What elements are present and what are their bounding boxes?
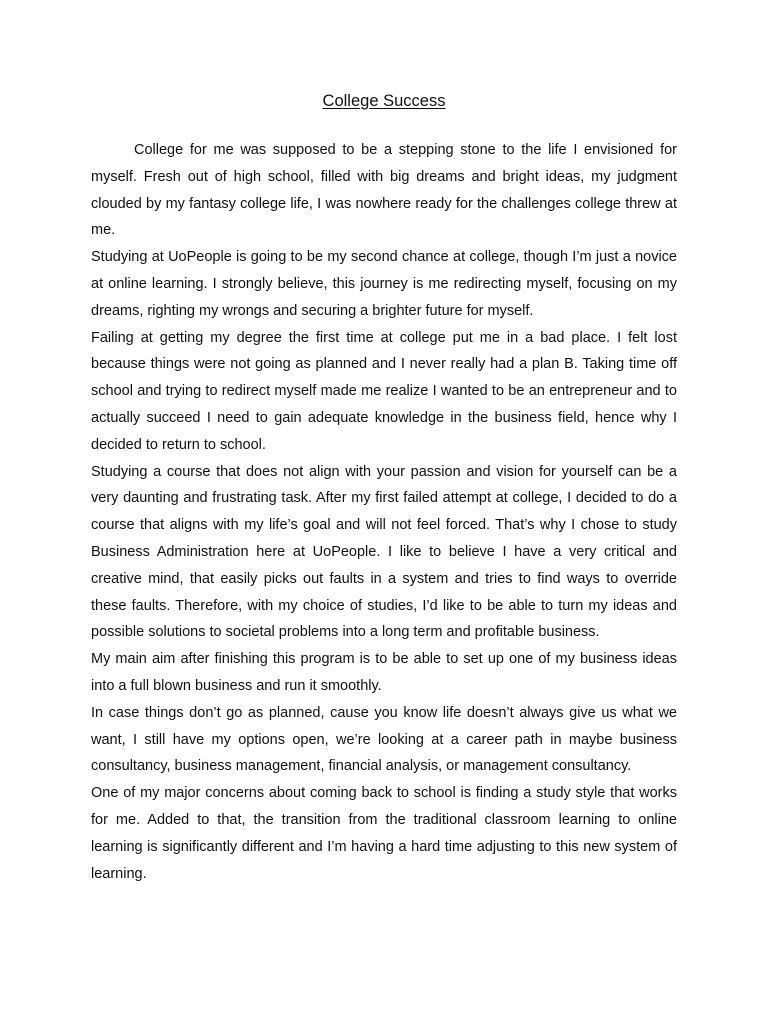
paragraph-4: Studying a course that does not align with your passion and vision for yourself can be a very daunting and frustrating task. After my first failed attempt at college, I decided to do a course that aligns with my life’s goal and will not feel forced. That’s why I chose to study Business Administration here at UoPeople. I like to believe I have a very critical and creative mind, that easily picks out faults in a system and tries to find ways to override these faults. Therefore, with my choice of studies, I’d like to be able to turn my ideas and possible solutions to societal problems into a long term and profitable business. — [91, 463, 682, 641]
paragraph-5: My main aim after finishing this program is to be able to set up one of my business ideas into a full blown business and run it smoothly. — [91, 651, 682, 694]
paragraph-7: One of my major concerns about coming back to school is finding a study style that works for me. Added to that, the transition from the traditional classroom learning to online learning is significantly different and I’m having a hard time adjusting to this new system of learning. — [91, 785, 682, 882]
document-title: College Success — [322, 92, 446, 110]
document-body — [91, 137, 686, 887]
paragraph-2: Studying at UoPeople is going to be my second chance at college, though I’m just a novice at online learning. I strongly believe, this journey is me redirecting myself, focusing on my dreams, righting my wrongs and securing a brighter future for myself. — [91, 249, 686, 319]
paragraph-3: Failing at getting my degree the first time at college put me in a bad place. I felt lost because things were not going as planned and I never really had a plan B. Taking time off school and trying to redirect myself made me realize I wanted to be an entrepreneur and to actually succeed I need to gain adequate knowledge in the business field, hence why I decided to return to school. — [91, 329, 682, 453]
paragraph-1: College for me was supposed to be a stepping stone to the life I envisioned for myself. Fresh out of high school, filled with big dreams and bright ideas, my judgment clouded by my fantasy college life, I was nowhere ready for the challenges college threw at me. — [91, 142, 682, 239]
paragraph-6: In case things don’t go as planned, cause you know life doesn’t always give us what we want, I still have my options open, we’re looking at a career path in maybe business consultancy, business management, financial analysis, or management consultancy. — [91, 704, 682, 775]
